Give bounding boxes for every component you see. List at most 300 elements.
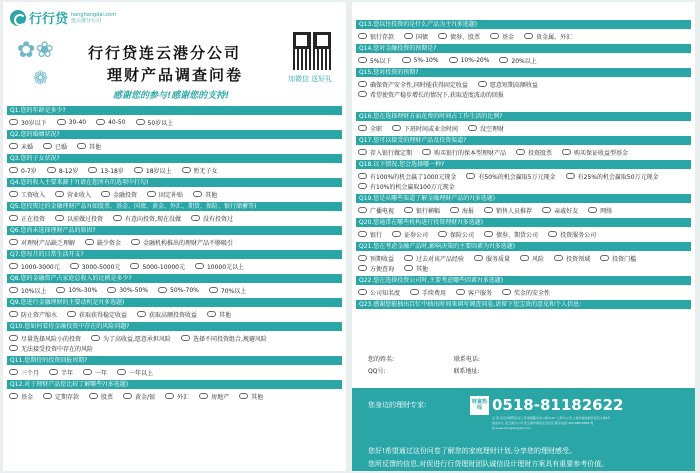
answer-option[interactable]	[181, 333, 267, 343]
answer-option[interactable]	[478, 79, 538, 89]
checkbox-icon[interactable]	[96, 119, 105, 125]
answer-option[interactable]	[43, 391, 79, 401]
option-label: 定期存款	[55, 393, 80, 401]
checkbox-icon[interactable]	[137, 311, 146, 317]
answer-option[interactable]	[165, 391, 189, 401]
option-label: 其他	[251, 393, 264, 401]
checkbox-icon[interactable]	[43, 393, 52, 399]
answer-option[interactable]	[9, 333, 81, 343]
answer-option[interactable]	[57, 117, 86, 127]
answer-option[interactable]	[195, 261, 244, 271]
answer-options	[9, 117, 342, 127]
checkbox-icon[interactable]	[130, 263, 139, 269]
footer	[352, 388, 695, 471]
option-label: 证券公司	[404, 231, 429, 239]
option-label: 希望使资产稳步增长的情况下,获取适度波动的回报	[370, 91, 504, 99]
option-label: 40-50	[108, 118, 126, 126]
logo-icon	[10, 10, 26, 26]
answer-options	[9, 391, 342, 401]
answer-option[interactable]	[358, 181, 455, 191]
checkbox-icon[interactable]	[9, 335, 18, 341]
checkbox-icon[interactable]	[9, 119, 18, 125]
checkbox-icon[interactable]	[520, 255, 529, 261]
checkbox-icon[interactable]	[402, 57, 411, 63]
answer-option[interactable]	[9, 117, 47, 127]
answer-option[interactable]	[358, 55, 392, 65]
option-label: 10%-20%	[460, 56, 490, 64]
answer-option[interactable]	[107, 285, 148, 295]
answer-option[interactable]	[600, 253, 636, 263]
checkbox-icon[interactable]	[358, 289, 367, 295]
checkbox-icon[interactable]	[9, 369, 18, 375]
checkbox-icon[interactable]	[466, 173, 475, 179]
answer-option[interactable]	[131, 237, 233, 247]
answer-option[interactable]	[358, 287, 400, 297]
answer-option[interactable]	[55, 189, 91, 199]
answer-option[interactable]	[438, 229, 474, 239]
answer-option[interactable]	[9, 343, 93, 353]
checkbox-icon[interactable]	[195, 263, 204, 269]
qq-label: QQ号:	[368, 368, 386, 375]
left-page	[3, 2, 346, 471]
option-label: 其他	[219, 311, 232, 319]
checkbox-icon[interactable]	[358, 255, 367, 261]
checkbox-icon[interactable]	[404, 33, 413, 39]
answer-option[interactable]	[9, 189, 45, 199]
checkbox-icon[interactable]	[107, 287, 116, 293]
answer-option[interactable]	[456, 287, 492, 297]
question-title: Q19.您是从哪些渠道了解金融理财产品的?(多选题)	[356, 194, 691, 203]
contact-row	[368, 354, 480, 366]
checkbox-icon[interactable]	[123, 393, 132, 399]
checkbox-icon[interactable]	[55, 215, 64, 221]
checkbox-icon[interactable]	[182, 167, 191, 173]
checkbox-icon[interactable]	[9, 239, 18, 245]
answer-option[interactable]	[358, 205, 394, 215]
answer-options	[358, 147, 691, 157]
answer-option[interactable]	[466, 171, 555, 181]
checkbox-icon[interactable]	[209, 287, 218, 293]
option-label: 5%-10%	[413, 56, 439, 64]
answer-options	[9, 213, 342, 223]
flower-decoration: ❁	[33, 68, 49, 89]
question-title: Q6.您尚未选择理财产品的原因?	[7, 226, 342, 235]
brand-name: 行行贷	[29, 12, 69, 27]
checkbox-icon[interactable]	[9, 345, 18, 351]
answer-option[interactable]	[158, 285, 199, 295]
checkbox-icon[interactable]	[450, 207, 459, 213]
answer-option[interactable]	[392, 123, 458, 133]
question-title: Q4.您的收入主要来源于?(请在您所有的选项中打勾)	[7, 178, 342, 187]
question-title: Q22.您在选择投资公司时,主要考虑哪些因素?(多选题)	[356, 276, 691, 285]
answer-options	[9, 285, 342, 295]
option-label: 网络	[600, 207, 613, 215]
question-title: Q9.您进行金融理财的主要动机是?(多选题)	[7, 298, 342, 307]
answer-option[interactable]	[130, 261, 185, 271]
checkbox-icon[interactable]	[392, 231, 401, 237]
option-label: 预期收益	[370, 255, 395, 263]
checkbox-icon[interactable]	[484, 207, 493, 213]
answer-option[interactable]	[9, 213, 45, 223]
checkbox-icon[interactable]	[358, 207, 367, 213]
address-block: 总 部:北京市朝阳区东三环建国路中央公园1107 上海分公司:上海市浦东新区世纪大道8号国金中心 连云港分公司:连云港市海州区市区区 联系电话:400-888-8888 网址:www.hanghangdai.com	[492, 416, 611, 430]
checkbox-icon[interactable]	[438, 33, 447, 39]
answer-option[interactable]	[9, 391, 33, 401]
option-label: 黄金/银	[135, 393, 156, 401]
answer-option[interactable]	[402, 55, 439, 65]
answer-option[interactable]	[450, 205, 474, 215]
option-label: 银行	[370, 231, 383, 239]
answer-option[interactable]	[502, 287, 550, 297]
option-label: 获取获得稳定收益	[79, 311, 128, 319]
option-label: 投资门槛	[612, 255, 637, 263]
hotline-phone: 0518-81182622	[492, 396, 624, 414]
checkbox-icon[interactable]	[158, 287, 167, 293]
option-label: 贵金属、外汇	[536, 33, 573, 41]
option-label: 投资股票	[528, 149, 553, 157]
brand-site	[71, 12, 116, 24]
checkbox-icon[interactable]	[456, 289, 465, 295]
checkbox-icon[interactable]	[358, 149, 367, 155]
checkbox-icon[interactable]	[358, 57, 367, 63]
answer-option[interactable]	[358, 253, 394, 263]
option-label: 债券、期货公司	[496, 231, 539, 239]
answer-option[interactable]	[484, 229, 538, 239]
answer-option[interactable]	[392, 229, 428, 239]
right-page	[352, 2, 695, 471]
answer-option[interactable]	[490, 31, 514, 41]
option-label: 未婚	[21, 143, 34, 151]
checkbox-icon[interactable]	[49, 369, 58, 375]
answer-option[interactable]	[207, 309, 231, 319]
answer-option[interactable]	[47, 165, 79, 175]
answer-option[interactable]	[182, 165, 218, 175]
checkbox-icon[interactable]	[165, 393, 174, 399]
checkbox-icon[interactable]	[9, 143, 18, 149]
answer-option[interactable]	[554, 253, 590, 263]
answer-option[interactable]	[9, 285, 46, 295]
checkbox-icon[interactable]	[199, 393, 208, 399]
answer-option[interactable]	[77, 141, 101, 151]
checkbox-icon[interactable]	[136, 119, 145, 125]
checkbox-icon[interactable]	[85, 239, 94, 245]
checkbox-icon[interactable]	[358, 183, 367, 189]
option-label: 保险公司	[450, 231, 475, 239]
option-label: 确保资产安全性,同时能获得固定收益	[370, 81, 468, 89]
answer-option[interactable]	[43, 141, 67, 151]
question-title: Q12.对于理财产品您比较了解哪些?(多选题)	[7, 380, 342, 389]
answer-option[interactable]	[55, 213, 103, 223]
option-label: 工资收入	[21, 191, 46, 199]
option-label: 70%以上	[220, 287, 247, 295]
option-label: 公司知名度	[370, 289, 401, 297]
checkbox-icon[interactable]	[9, 393, 18, 399]
question-title: Q15.您对投资的预期?	[356, 68, 691, 77]
answer-option[interactable]	[9, 141, 33, 151]
checkbox-icon[interactable]	[88, 167, 97, 173]
brand-logo	[10, 8, 116, 27]
answer-options	[358, 55, 691, 65]
checkbox-icon[interactable]	[113, 215, 122, 221]
checkbox-icon[interactable]	[358, 91, 367, 97]
answer-options	[9, 333, 342, 353]
option-label: 银行存款	[370, 33, 395, 41]
answer-option[interactable]	[542, 205, 578, 215]
checkbox-icon[interactable]	[9, 215, 18, 221]
checkbox-icon[interactable]	[239, 393, 248, 399]
option-label: 一年以上	[129, 369, 154, 377]
checkbox-icon[interactable]	[404, 255, 413, 261]
option-label: 方便查询	[370, 265, 395, 273]
checkbox-icon[interactable]	[358, 125, 367, 131]
checkbox-icon[interactable]	[358, 231, 367, 237]
checkbox-icon[interactable]	[9, 167, 18, 173]
checkbox-icon[interactable]	[147, 191, 156, 197]
checkbox-icon[interactable]	[468, 125, 477, 131]
answer-option[interactable]	[358, 147, 412, 157]
checkbox-icon[interactable]	[57, 119, 66, 125]
thanks-text: 感谢您的参与!感谢您的支持!	[113, 91, 230, 101]
option-label: 客户服务	[468, 289, 493, 297]
expert-label: 您身边的理财专家:	[368, 401, 427, 409]
checkbox-icon[interactable]	[474, 255, 483, 261]
answer-option[interactable]	[404, 205, 440, 215]
checkbox-icon[interactable]	[91, 335, 100, 341]
answer-option[interactable]	[588, 205, 612, 215]
answer-option[interactable]	[474, 253, 510, 263]
answer-options	[358, 229, 691, 239]
answer-option[interactable]	[134, 165, 172, 175]
question-title: Q16.您在选择理财方面花费的时间占工作生活的比例?	[356, 112, 691, 121]
phone-label: 联系电话:	[454, 356, 481, 363]
checkbox-icon[interactable]	[181, 335, 190, 341]
checkbox-icon[interactable]	[478, 81, 487, 87]
option-label: 以前做过投资	[67, 215, 104, 223]
question-title: Q10.您如何看待金融投资中存在的风险问题?	[7, 322, 342, 331]
checkbox-icon[interactable]	[43, 143, 52, 149]
checkbox-icon[interactable]	[70, 263, 79, 269]
answer-option[interactable]	[358, 79, 468, 89]
checkbox-icon[interactable]	[410, 289, 419, 295]
answer-option[interactable]	[70, 261, 121, 271]
answer-option[interactable]	[449, 55, 490, 65]
answer-option[interactable]	[209, 285, 246, 295]
option-label: 有10%的机会赢取100万元现金	[370, 183, 455, 191]
option-label: 基金	[21, 393, 34, 401]
checkbox-icon[interactable]	[404, 207, 413, 213]
answer-option[interactable]	[520, 253, 544, 263]
answer-option[interactable]	[438, 31, 480, 41]
checkbox-icon[interactable]	[117, 369, 126, 375]
answer-option[interactable]	[137, 309, 197, 319]
answer-option[interactable]	[88, 165, 123, 175]
answer-options	[358, 171, 691, 191]
answer-options	[9, 141, 342, 151]
option-label: 固定补贴	[159, 191, 184, 199]
checkbox-icon[interactable]	[9, 311, 18, 317]
checkbox-icon[interactable]	[502, 289, 511, 295]
option-label: 有25%的机会赢取50万元现金	[577, 173, 659, 181]
checkbox-icon[interactable]	[134, 167, 143, 173]
checkbox-icon[interactable]	[89, 393, 98, 399]
answer-option[interactable]	[49, 367, 73, 377]
answer-option[interactable]	[358, 89, 504, 99]
checkbox-icon[interactable]	[404, 265, 413, 271]
answer-option[interactable]	[9, 237, 75, 247]
checkbox-icon[interactable]	[600, 255, 609, 261]
answer-option[interactable]	[358, 263, 394, 273]
checkbox-icon[interactable]	[77, 143, 86, 149]
checkbox-icon[interactable]	[9, 263, 18, 269]
answer-option[interactable]	[358, 123, 382, 133]
answer-option[interactable]	[191, 213, 233, 223]
option-label: 股票	[101, 393, 114, 401]
question-title: Q20.您通常在哪些机构进行投资理财?(多选题)	[356, 218, 691, 227]
option-label: 30%-50%	[119, 286, 149, 294]
option-label: 0-7岁	[21, 167, 37, 175]
checkbox-icon[interactable]	[490, 33, 499, 39]
checkbox-icon[interactable]	[524, 33, 533, 39]
checkbox-icon[interactable]	[516, 149, 525, 155]
checkbox-icon[interactable]	[422, 149, 431, 155]
checkbox-icon[interactable]	[9, 191, 18, 197]
checkbox-icon[interactable]	[131, 239, 140, 245]
option-label: 对理财产品缺乏理解	[21, 239, 76, 247]
footer-hint2: 您所反馈的信息,对促进行行贷理财团队诚信设计理财方案具有重要参考价值。	[368, 460, 609, 468]
answer-option[interactable]	[9, 165, 37, 175]
option-label: 没有投资过	[202, 215, 233, 223]
checkbox-icon[interactable]	[101, 191, 110, 197]
checkbox-icon[interactable]	[554, 255, 563, 261]
answer-option[interactable]	[524, 31, 572, 41]
option-label: 无法接受投资中存在的风险	[21, 345, 94, 353]
tagline-text: 连云港分公司	[71, 17, 102, 24]
answer-options	[358, 31, 691, 41]
option-label: 三个月	[21, 369, 40, 377]
checkbox-icon[interactable]	[542, 207, 551, 213]
answer-option[interactable]	[410, 287, 446, 297]
checkbox-icon[interactable]	[55, 191, 64, 197]
qr-code	[293, 32, 331, 70]
checkbox-icon[interactable]	[56, 287, 65, 293]
answer-option[interactable]	[9, 309, 57, 319]
answer-option[interactable]	[96, 117, 125, 127]
checkbox-icon[interactable]	[392, 125, 401, 131]
option-label: 房地产	[211, 393, 230, 401]
answer-option[interactable]	[85, 237, 121, 247]
option-label: 购买银行的保本型理财产品	[434, 149, 507, 157]
checkbox-icon[interactable]	[83, 369, 92, 375]
answer-option[interactable]	[239, 391, 263, 401]
answer-option[interactable]	[117, 367, 153, 377]
option-label: 防止资产缩水	[21, 311, 58, 319]
checkbox-icon[interactable]	[588, 207, 597, 213]
checkbox-icon[interactable]	[449, 57, 458, 63]
option-label: 3000-5000元	[81, 263, 121, 271]
answer-option[interactable]	[404, 253, 464, 263]
option-label: 其他	[89, 143, 102, 151]
title-line2: 理财产品调查问卷	[107, 66, 244, 84]
checkbox-icon[interactable]	[358, 81, 367, 87]
question-title: Q11.您期待的投资回报周期?	[7, 356, 342, 365]
option-label: 外汇	[177, 393, 190, 401]
answer-option[interactable]	[404, 263, 428, 273]
gift-text: 加微信 送好礼	[288, 75, 333, 83]
answer-option[interactable]	[516, 147, 552, 157]
title-line1: 行行贷连云港分公司	[88, 44, 242, 62]
answer-option[interactable]	[358, 229, 382, 239]
answer-option[interactable]	[91, 333, 171, 343]
question-title: Q17.您可以接受的理财产品及投资渠道?	[356, 136, 691, 145]
answer-option[interactable]	[101, 189, 137, 199]
answer-option[interactable]	[422, 147, 506, 157]
answer-option[interactable]	[484, 205, 532, 215]
answer-option[interactable]	[562, 147, 628, 157]
option-label: 为了高收益,愿意承担风险	[103, 335, 171, 343]
answer-options	[358, 287, 691, 297]
answer-option[interactable]	[499, 55, 536, 65]
answer-option[interactable]	[468, 123, 504, 133]
contact-row	[368, 366, 480, 378]
answer-options	[9, 237, 342, 247]
answer-option[interactable]	[193, 189, 217, 199]
answer-option[interactable]	[89, 391, 113, 401]
answer-option[interactable]	[67, 309, 127, 319]
checkbox-icon[interactable]	[484, 231, 493, 237]
answer-option[interactable]	[9, 367, 39, 377]
question-title: Q1.您的年龄是多少?	[7, 106, 342, 115]
answer-option[interactable]	[9, 261, 60, 271]
option-label: 选择不同投资组合,规避风险	[192, 335, 267, 343]
answer-option[interactable]	[56, 285, 97, 295]
checkbox-icon[interactable]	[562, 149, 571, 155]
checkbox-icon[interactable]	[67, 311, 76, 317]
checkbox-icon[interactable]	[358, 173, 367, 179]
option-label: 存入银行做定期	[370, 149, 413, 157]
answer-option[interactable]	[566, 171, 659, 181]
answer-option[interactable]	[358, 31, 394, 41]
checkbox-icon[interactable]	[191, 215, 200, 221]
checkbox-icon[interactable]	[207, 311, 216, 317]
answer-option[interactable]	[147, 189, 183, 199]
answer-option[interactable]	[113, 213, 181, 223]
checkbox-icon[interactable]	[566, 173, 575, 179]
answer-option[interactable]	[358, 171, 456, 181]
option-label: 银行横幅	[416, 207, 441, 215]
answer-option[interactable]	[404, 31, 428, 41]
checkbox-icon[interactable]	[193, 191, 202, 197]
checkbox-icon[interactable]	[358, 33, 367, 39]
checkbox-icon[interactable]	[47, 167, 56, 173]
answer-option[interactable]	[548, 229, 596, 239]
option-label: 债券、股票	[450, 33, 481, 41]
checkbox-icon[interactable]	[548, 231, 557, 237]
option-label: 有100%的机会赢了1000元现金	[370, 173, 457, 181]
checkbox-icon[interactable]	[499, 57, 508, 63]
checkbox-icon[interactable]	[358, 265, 367, 271]
option-label: 50岁以上	[147, 119, 174, 127]
checkbox-icon[interactable]	[9, 287, 18, 293]
answer-option[interactable]	[136, 117, 174, 127]
answer-option[interactable]	[199, 391, 229, 401]
checkbox-icon[interactable]	[438, 231, 447, 237]
answer-option[interactable]	[83, 367, 107, 377]
question-title: Q18.以下情况,您会选择哪一种?	[356, 160, 691, 169]
answer-option[interactable]	[123, 391, 155, 401]
answer-options	[9, 309, 342, 319]
option-label: 13-18岁	[100, 167, 124, 175]
question-title: Q3.您的子女状况?	[7, 154, 342, 163]
